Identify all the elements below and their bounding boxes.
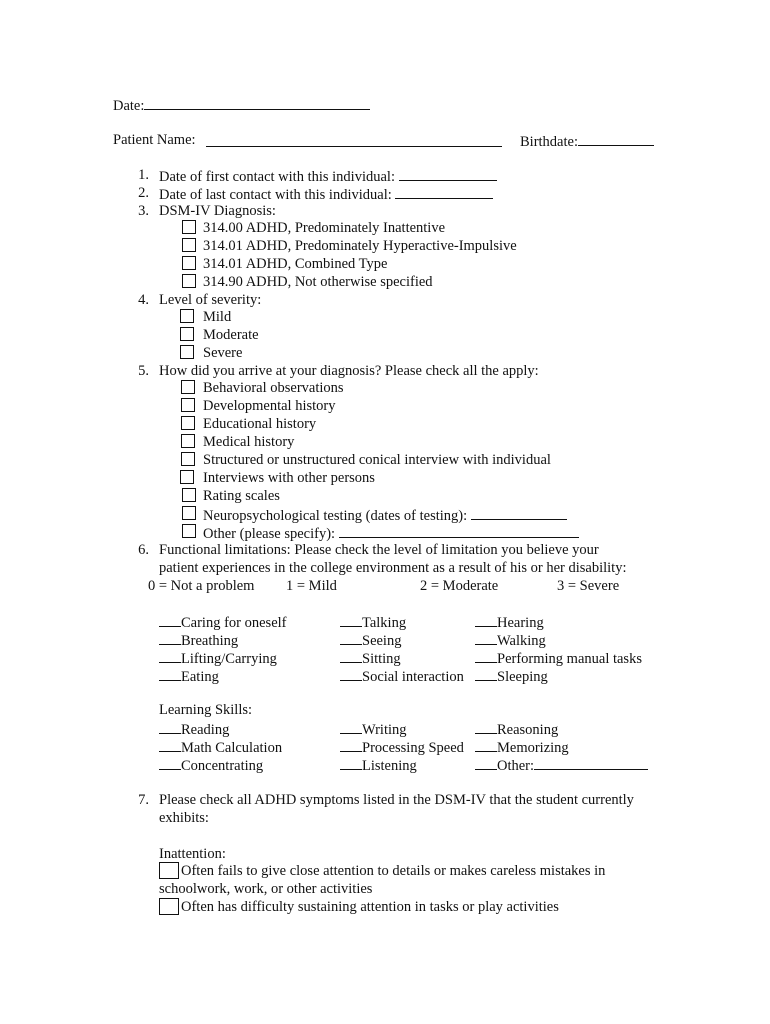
method-checkbox-interview-others[interactable] (180, 470, 194, 484)
patient-name-label: Patient Name: (113, 132, 196, 148)
q6-number: 6. (138, 542, 149, 558)
q2-row (159, 184, 493, 204)
scale-item: 3 = Severe (557, 578, 620, 594)
diagnosis-option-label: 314.01 ADHD, Combined Type (203, 256, 388, 272)
q1-text: Date of first contact with this individual: (159, 169, 395, 185)
q3-number: 3. (138, 203, 149, 219)
severity-option-label: Moderate (203, 327, 259, 343)
rating-field[interactable] (159, 719, 181, 734)
rating-field[interactable] (340, 648, 362, 663)
limitation-item: Seeing (340, 630, 401, 650)
rating-field[interactable] (159, 612, 181, 627)
symptom-text: Often fails to give close attention to details or makes careless mistakes in (181, 863, 606, 879)
first-contact-field[interactable] (399, 166, 497, 181)
limitation-item: Walking (475, 630, 546, 650)
method-option-row (203, 505, 567, 525)
diagnosis-checkbox-314-90[interactable] (182, 274, 196, 288)
patient-name-field[interactable] (206, 132, 502, 147)
symptom-text: schoolwork, work, or other activities (159, 881, 373, 897)
method-option-label: Structured or unstructured conical interview with individual (203, 452, 551, 468)
rating-field[interactable] (340, 737, 362, 752)
q4-text: Level of severity: (159, 292, 262, 308)
learning-item: Concentrating (159, 755, 263, 775)
patient-name-row (113, 131, 196, 149)
inattention-label: Inattention: (159, 846, 226, 862)
q7-text-line2: exhibits: (159, 810, 209, 826)
limitation-item: Talking (340, 612, 406, 632)
limitation-item: Sleeping (475, 666, 548, 686)
method-checkbox-other[interactable] (182, 524, 196, 538)
method-option-label: Behavioral observations (203, 380, 344, 396)
q2-number: 2. (138, 185, 149, 201)
birthdate-label: Birthdate: (520, 134, 578, 150)
rating-field[interactable] (475, 648, 497, 663)
q7-text-line1: Please check all ADHD symptoms listed in the DSM-IV that the student currently (159, 792, 634, 808)
method-checkbox-educational[interactable] (181, 416, 195, 430)
method-option-label: Rating scales (203, 488, 280, 504)
scale-item: 1 = Mild (286, 578, 337, 594)
learning-item: Writing (340, 719, 407, 739)
rating-field[interactable] (475, 755, 497, 770)
learning-item: Processing Speed (340, 737, 464, 757)
rating-field[interactable] (475, 630, 497, 645)
q5-text: How did you arrive at your diagnosis? Please check all the apply: (159, 363, 539, 379)
rating-field[interactable] (475, 719, 497, 734)
rating-field[interactable] (159, 755, 181, 770)
method-option-label: Educational history (203, 416, 317, 432)
severity-checkbox-severe[interactable] (180, 345, 194, 359)
symptom-checkbox-sustaining-attention[interactable] (159, 898, 179, 915)
rating-field[interactable] (475, 612, 497, 627)
severity-checkbox-mild[interactable] (180, 309, 194, 323)
limitation-item: Eating (159, 666, 219, 686)
learning-item: Reading (159, 719, 229, 739)
method-option-label: Other (please specify): (203, 526, 336, 542)
symptom-checkbox-careless-mistakes[interactable] (159, 862, 179, 879)
method-checkbox-medical[interactable] (181, 434, 195, 448)
limitation-item: Sitting (340, 648, 401, 668)
rating-field[interactable] (159, 737, 181, 752)
learning-item: Memorizing (475, 737, 569, 757)
severity-checkbox-moderate[interactable] (180, 327, 194, 341)
q1-row (159, 166, 497, 186)
method-checkbox-rating-scales[interactable] (182, 488, 196, 502)
date-row (113, 95, 370, 115)
scale-item: 2 = Moderate (420, 578, 499, 594)
other-method-field[interactable] (339, 523, 579, 538)
testing-dates-field[interactable] (471, 505, 567, 520)
severity-option-label: Severe (203, 345, 243, 361)
learning-item: Other: (475, 755, 648, 775)
rating-field[interactable] (340, 755, 362, 770)
rating-field[interactable] (340, 612, 362, 627)
learning-skills-label: Learning Skills: (159, 702, 253, 718)
rating-field[interactable] (159, 630, 181, 645)
scale-item: 0 = Not a problem (148, 578, 255, 594)
q6-text-line2: patient experiences in the college environment as a result of his or her disability: (159, 560, 627, 576)
diagnosis-checkbox-314-00[interactable] (182, 220, 196, 234)
rating-field[interactable] (475, 666, 497, 681)
method-checkbox-interview-individual[interactable] (181, 452, 195, 466)
last-contact-field[interactable] (395, 184, 493, 199)
limitation-item: Caring for oneself (159, 612, 287, 632)
q4-number: 4. (138, 292, 149, 308)
symptom-text: Often has difficulty sustaining attention in tasks or play activities (181, 899, 559, 915)
limitation-item: Lifting/Carrying (159, 648, 277, 668)
date-label: Date: (113, 98, 145, 114)
method-checkbox-behavioral[interactable] (181, 380, 195, 394)
learning-item: Reasoning (475, 719, 558, 739)
limitation-item: Breathing (159, 630, 238, 650)
rating-field[interactable] (340, 666, 362, 681)
rating-field[interactable] (475, 737, 497, 752)
q5-number: 5. (138, 363, 149, 379)
method-option-label: Interviews with other persons (203, 470, 375, 486)
rating-field[interactable] (340, 630, 362, 645)
rating-field[interactable] (159, 666, 181, 681)
q6-text-line1: Functional limitations: Please check the level of limitation you believe your (159, 542, 599, 558)
learning-item: Math Calculation (159, 737, 282, 757)
other-skill-field[interactable] (534, 755, 648, 770)
method-checkbox-developmental[interactable] (181, 398, 195, 412)
q2-text: Date of last contact with this individual: (159, 187, 392, 203)
diagnosis-option-label: 314.01 ADHD, Predominately Hyperactive-Impulsive (203, 238, 517, 254)
date-field[interactable] (144, 95, 370, 110)
diagnosis-option-label: 314.90 ADHD, Not otherwise specified (203, 274, 433, 290)
method-option-row (203, 523, 579, 543)
q1-number: 1. (138, 167, 149, 183)
birthdate-field[interactable] (578, 131, 654, 146)
q3-text: DSM-IV Diagnosis: (159, 203, 276, 219)
limitation-item: Performing manual tasks (475, 648, 642, 668)
diagnosis-checkbox-314-01-combined[interactable] (182, 256, 196, 270)
method-option-label: Medical history (203, 434, 295, 450)
limitation-item: Social interaction (340, 666, 464, 686)
limitation-item: Hearing (475, 612, 544, 632)
rating-field[interactable] (159, 648, 181, 663)
learning-item: Listening (340, 755, 417, 775)
diagnosis-checkbox-314-01-hyperactive[interactable] (182, 238, 196, 252)
method-option-label: Developmental history (203, 398, 336, 414)
method-checkbox-neuropsych[interactable] (182, 506, 196, 520)
rating-field[interactable] (340, 719, 362, 734)
method-option-label: Neuropsychological testing (dates of testing): (203, 508, 468, 524)
severity-option-label: Mild (203, 309, 232, 325)
birthdate-row (520, 131, 654, 151)
diagnosis-option-label: 314.00 ADHD, Predominately Inattentive (203, 220, 446, 236)
q7-number: 7. (138, 792, 149, 808)
